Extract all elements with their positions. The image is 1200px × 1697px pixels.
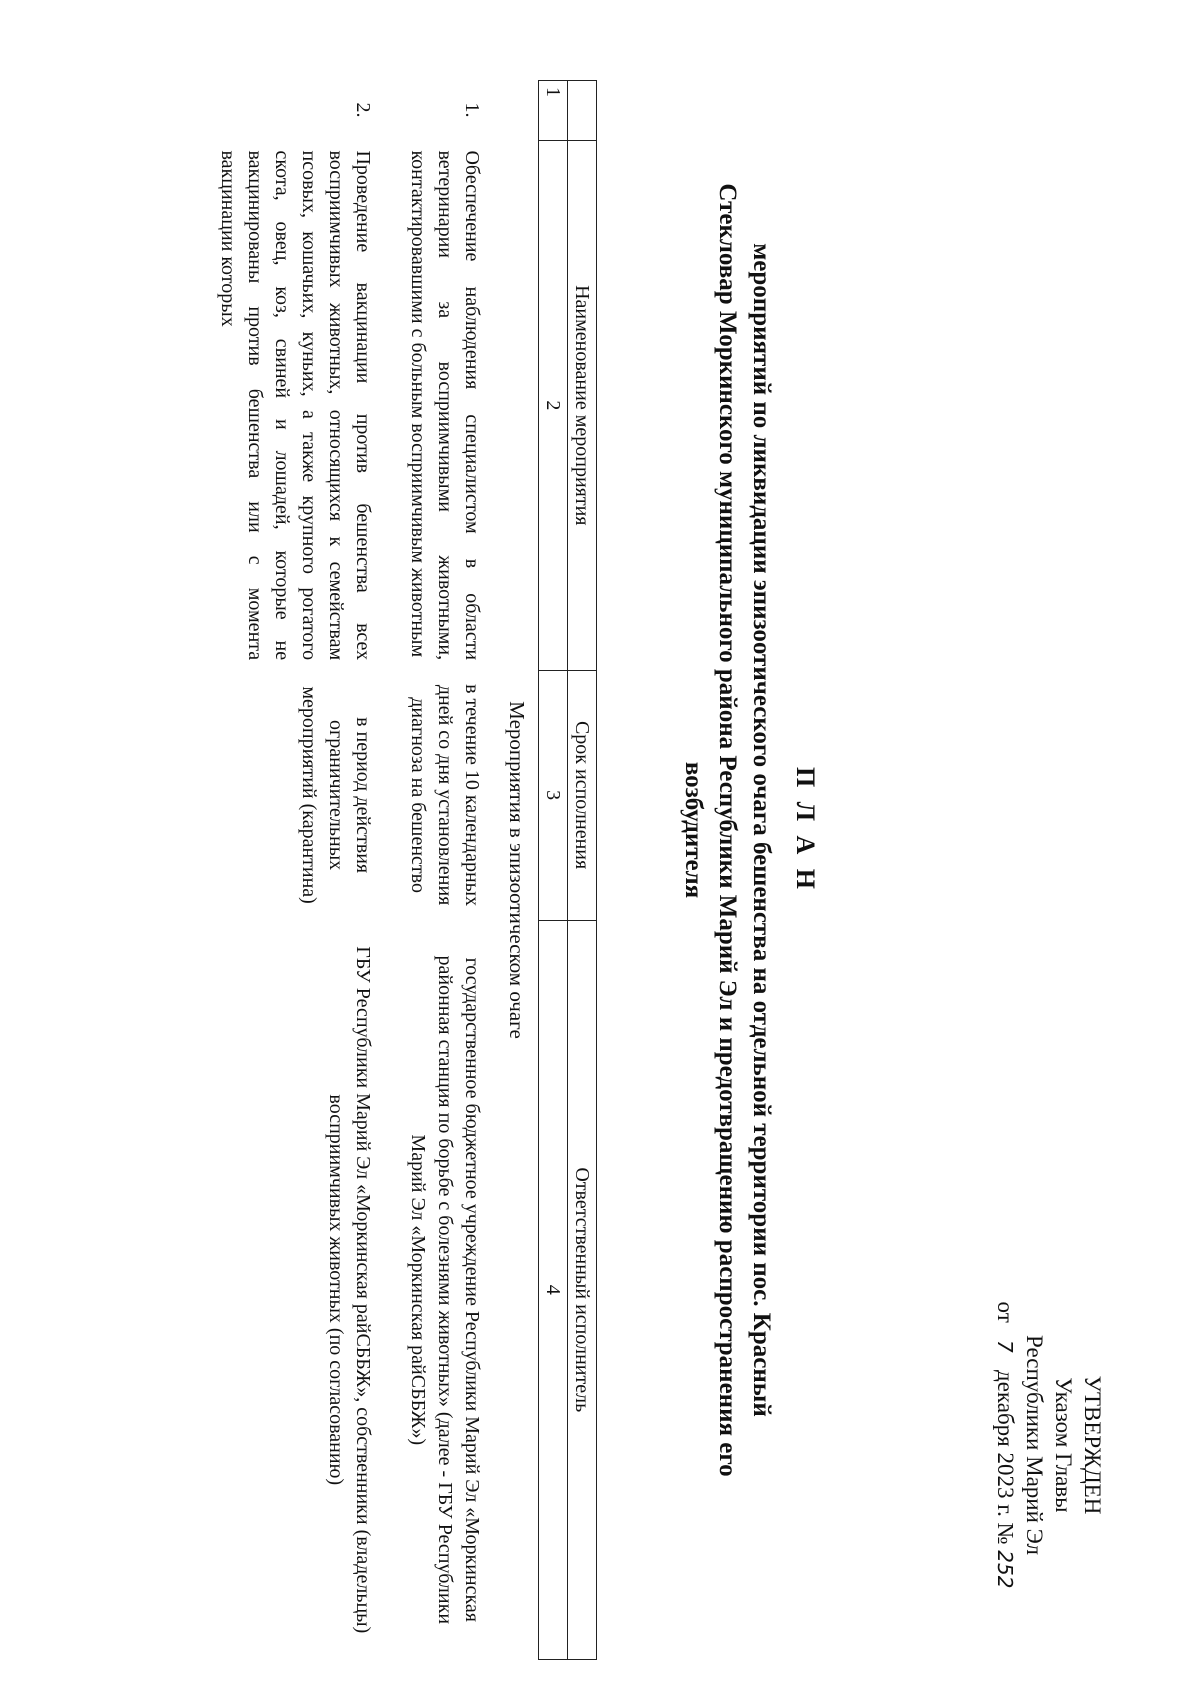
column-number-3: 3 [539, 670, 568, 920]
table-row [192, 81, 382, 1660]
approval-date-line [990, 1265, 1020, 1625]
approval-republic: Республики Марий Эл [1022, 1334, 1047, 1556]
table-row [382, 81, 491, 1660]
approval-from-label: от [993, 1301, 1018, 1323]
approval-number: 252 [993, 1550, 1017, 1589]
row-responsible: ГБУ Республики Марий Эл «Моркинская райСББЖ», собственники (владельцы) восприимчивых животных (по согласованию) [325, 946, 374, 1634]
row-measure-name: Обеспечение наблюдения специалистом в области ветеринарии за восприимчивыми животными, контактировавшими с больным восприимчивым животным [407, 150, 483, 661]
row-measure-name: Проведение вакцинации против бешенства всех восприимчивых животных, относящихся к семействам псовых, кошачьих, куньих, а также крупного рогатого скота, овец, коз, свиней и лошадей, которые не вакцинированы против бешенства или с момента вакцинации которых [217, 150, 374, 661]
table-column-numbers-row [539, 81, 568, 1660]
row-term: в течение 10 календарных дней со дня установления диагноза на бешенство [407, 684, 483, 907]
section-title: Мероприятия в эпизоотическом очаге [505, 701, 529, 1039]
header-name: Наименование мероприятия [568, 140, 597, 670]
plan-table [192, 80, 597, 1660]
approval-stamp-block [990, 1265, 1107, 1625]
approval-day: 7 [993, 1340, 1017, 1353]
approval-date-rest: декабря 2023 г. № [993, 1370, 1018, 1545]
header-term: Срок исполнения [568, 670, 597, 920]
column-number-4: 4 [539, 920, 568, 1659]
header-responsible: Ответственный исполнитель [568, 920, 597, 1659]
document-title: П Л А Н [791, 766, 820, 894]
row-responsible: государственное бюджетное учреждение Республики Марий Эл «Моркинская районная станция по борьбе с болезнями животных» (далее - ГБУ Республики Марий Эл «Моркинская райСББЖ») [407, 955, 483, 1625]
document-title-block [676, 180, 820, 1480]
document-subtitle: мероприятий по ликвидации эпизоотического очага бешенства на отдельной территории пос. Красный Стекловар Моркинского муниципального района Республики Марий Эл и предотвращению распространения его возбудителя [680, 183, 775, 1477]
column-number-1: 1 [539, 81, 568, 141]
row-number: 2. [352, 102, 374, 118]
approval-decree: Указом Главы [1051, 1377, 1076, 1513]
document-page [45, 40, 1160, 1650]
row-number: 1. [461, 102, 483, 118]
approval-heading: УТВЕРЖДЕН [1080, 1375, 1105, 1515]
header-number [568, 81, 597, 141]
column-number-2: 2 [539, 140, 568, 670]
section-row [491, 81, 539, 1660]
row-term: в период действия ограничительных мероприятий (карантина) [298, 686, 374, 904]
table-header-row [568, 81, 597, 1660]
